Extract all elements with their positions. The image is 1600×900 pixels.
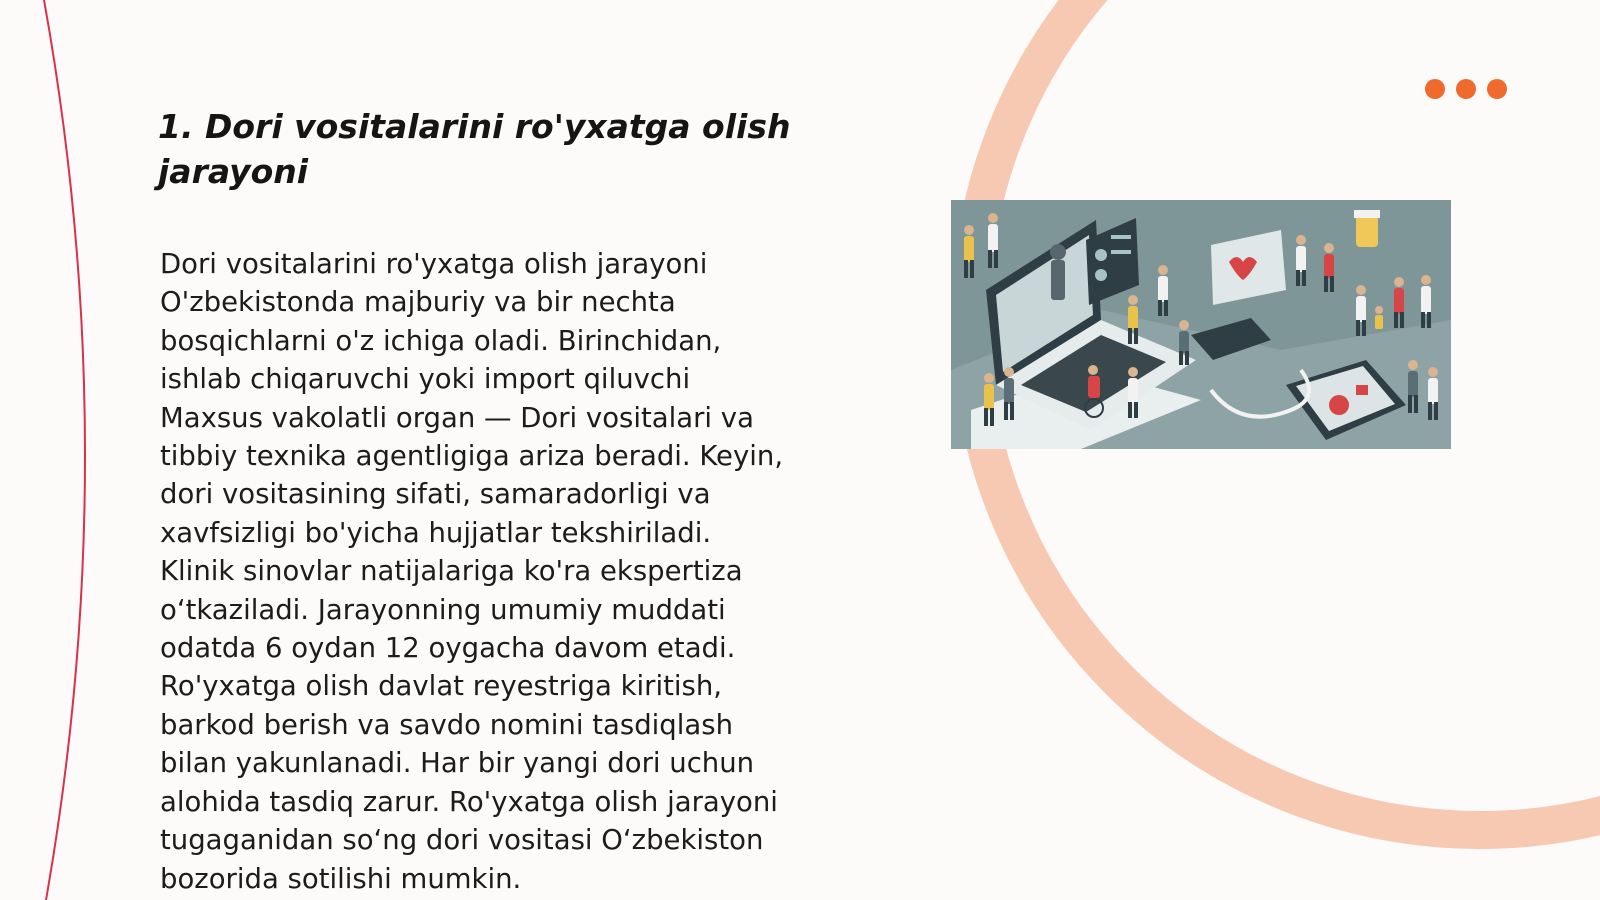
pill-bottle-icon: [1354, 210, 1380, 247]
dot-icon: [1456, 79, 1476, 99]
decorative-left-curve: [44, 0, 85, 900]
dot-icon: [1487, 79, 1507, 99]
slide-body-text: Dori vositalarini ro'yxatga olish jarayoni O'zbekistonda majburiy va bir nechta bosqichlarni o'z ichiga oladi. Birinchidan, ishlab chiqaruvchi yoki import qiluvchi Maxsus vakolatli organ — Dori vositalari va tibbiy texnika agentligiga ariza beradi. Keyin, dori vositasining sifati, samaradorligi va xavfsizligi bo'yicha hujjatlar tekshiriladi. Klinik sinovlar natijalariga ko'ra ekspertiza o‘tkaziladi. Jarayonning umumiy muddati odatda 6 oydan 12 oygacha davom etadi. Ro'yxatga olish davlat reyestriga kiritish, barkod berish va savdo nomini tasdiqlash bilan yakunlanadi. Har bir yangi dori uchun alohida tasdiq zarur. Ro'yxatga olish jarayoni tugaganidan so‘ng dori vositasi O‘zbekiston bozorida sotilishi mumkin.: [160, 248, 784, 895]
slide-title: 1. Dori vositalarini ro'yxatga olish jarayoni: [158, 107, 791, 191]
digital-healthcare-illustration: [951, 200, 1451, 449]
dot-icon: [1425, 79, 1445, 99]
three-dots-icon: [1425, 79, 1507, 99]
